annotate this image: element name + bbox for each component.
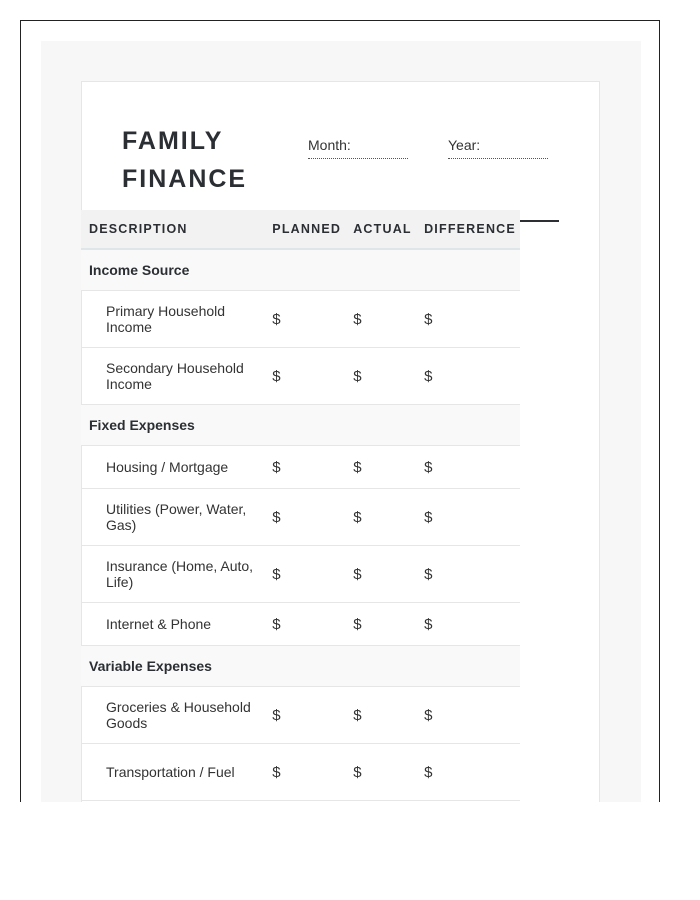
column-header-description: DESCRIPTION: [81, 210, 264, 249]
actual-cell[interactable]: $: [345, 291, 416, 348]
title-line-1: FAMILY: [122, 127, 224, 155]
difference-cell[interactable]: $: [416, 546, 520, 603]
table-row: [81, 603, 520, 646]
row-description: Utilities (Power, Water, Gas): [81, 489, 264, 546]
budget-table: [81, 210, 520, 801]
difference-cell[interactable]: $: [416, 489, 520, 546]
difference-cell[interactable]: $: [416, 348, 520, 405]
planned-cell[interactable]: $: [264, 291, 345, 348]
column-header-difference: DIFFERENCE: [416, 210, 520, 249]
month-field[interactable]: Month:: [308, 136, 408, 159]
sheet-header: [122, 122, 559, 222]
difference-cell[interactable]: $: [416, 687, 520, 744]
planned-cell[interactable]: $: [264, 546, 345, 603]
planned-cell[interactable]: $: [264, 348, 345, 405]
planned-cell[interactable]: $: [264, 687, 345, 744]
row-description: Transportation / Fuel: [81, 744, 264, 801]
row-description: Housing / Mortgage: [81, 446, 264, 489]
table-row: [81, 687, 520, 744]
row-description: Internet & Phone: [81, 603, 264, 646]
actual-cell[interactable]: $: [345, 603, 416, 646]
year-field[interactable]: Year:: [448, 136, 548, 159]
difference-cell[interactable]: $: [416, 603, 520, 646]
table-row: [81, 446, 520, 489]
actual-cell[interactable]: $: [345, 546, 416, 603]
page-backdrop: [41, 41, 641, 802]
column-header-planned: PLANNED: [264, 210, 345, 249]
table-row: [81, 489, 520, 546]
planned-cell[interactable]: $: [264, 446, 345, 489]
section-label: Fixed Expenses: [81, 405, 520, 446]
row-description: Primary Household Income: [81, 291, 264, 348]
title-line-2: FINANCE: [122, 165, 248, 193]
section-label: Variable Expenses: [81, 646, 520, 687]
actual-cell[interactable]: $: [345, 489, 416, 546]
table-row: [81, 291, 520, 348]
difference-cell[interactable]: $: [416, 291, 520, 348]
actual-cell[interactable]: $: [345, 348, 416, 405]
section-row-variable: [81, 646, 520, 687]
page-title: [122, 122, 282, 198]
section-label: Income Source: [81, 249, 520, 291]
row-description: Groceries & Household Goods: [81, 687, 264, 744]
difference-cell[interactable]: $: [416, 744, 520, 801]
planned-cell[interactable]: $: [264, 489, 345, 546]
section-row-fixed: [81, 405, 520, 446]
row-description: Secondary Household Income: [81, 348, 264, 405]
row-description: Insurance (Home, Auto, Life): [81, 546, 264, 603]
table-row: [81, 744, 520, 801]
actual-cell[interactable]: $: [345, 687, 416, 744]
planned-cell[interactable]: $: [264, 744, 345, 801]
column-header-actual: ACTUAL: [345, 210, 416, 249]
planned-cell[interactable]: $: [264, 603, 345, 646]
actual-cell[interactable]: $: [345, 446, 416, 489]
page-frame: [20, 20, 660, 802]
table-row: [81, 348, 520, 405]
difference-cell[interactable]: $: [416, 446, 520, 489]
table-header-row: [81, 210, 520, 249]
actual-cell[interactable]: $: [345, 744, 416, 801]
section-row-income: [81, 249, 520, 291]
table-row: [81, 546, 520, 603]
